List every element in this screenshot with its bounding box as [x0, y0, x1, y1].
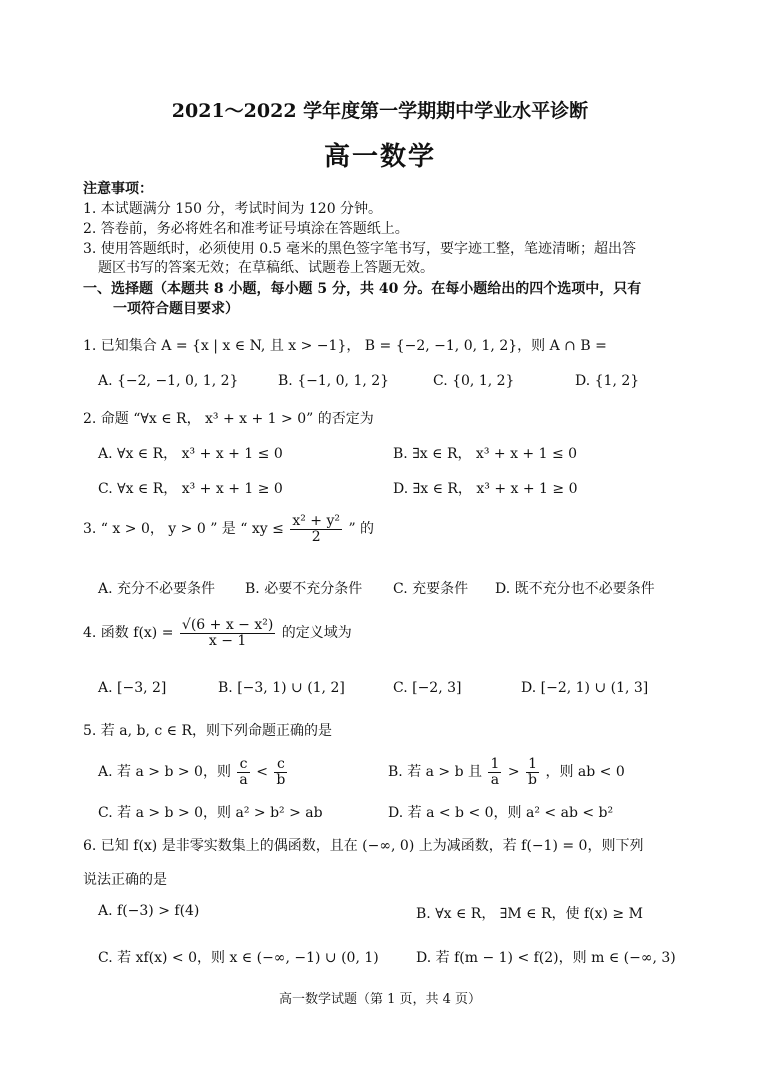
- question-6-stem: 6. 已知 f(x) 是非零实数集上的偶函数，且在 (−∞, 0) 上为减函数，若 f(−1) = 0，则下列: [83, 838, 644, 854]
- q5-a-mid: <: [256, 764, 268, 781]
- q1-option-b: B. {−1, 0, 1, 2}: [278, 373, 390, 389]
- q3-fraction: [290, 514, 342, 544]
- note-item: 1. 本试题满分 150 分，考试时间为 120 分钟。: [83, 201, 383, 217]
- note-item: 题区书写的答案无效；在草稿纸、试题卷上答题无效。: [98, 260, 434, 276]
- q6-option-b: B. ∀x ∈ R， ∃M ∈ R，使 f(x) ≥ M: [416, 906, 643, 922]
- question-5-stem: 5. 若 a, b, c ∈ R，则下列命题正确的是: [83, 723, 333, 739]
- q1-option-c: C. {0, 1, 2}: [433, 373, 515, 389]
- q5-a-fraction-2: [274, 757, 287, 787]
- note-item: 3. 使用答题纸时，必须使用 0.5 毫米的黑色签字笔书写，要字迹工整，笔迹清晰；超出答: [83, 241, 636, 257]
- q1-option-d: D. {1, 2}: [575, 373, 640, 389]
- question-4-stem: [83, 618, 352, 648]
- q5-a-fraction-1: [237, 757, 249, 787]
- q4-option-a: A. [−3, 2]: [98, 680, 167, 696]
- question-3-stem: [83, 514, 374, 544]
- q4-fraction-num: √(6 + x − x²): [181, 617, 274, 633]
- q3-fraction-den: 2: [311, 528, 321, 545]
- q4-stem-post: 的定义域为: [281, 625, 352, 642]
- question-1-stem: 1. 已知集合 A = {x | x ∈ N, 且 x > −1}， B = {−2, −1, 0, 1, 2}，则 A ∩ B =: [83, 338, 607, 354]
- q5-b-post: ，则 ab < 0: [545, 764, 625, 781]
- exam-title: 2021～2022 学年度第一学期期中学业水平诊断: [171, 100, 589, 122]
- q2-option-a: A. ∀x ∈ R， x³ + x + 1 ≤ 0: [98, 446, 283, 462]
- q5-option-b: [388, 757, 625, 787]
- section-heading: 一、选择题（本题共 8 小题，每小题 5 分，共 40 分。在每小题给出的四个选项中，只有: [83, 281, 642, 297]
- q2-option-d: D. ∃x ∈ R， x³ + x + 1 ≥ 0: [393, 481, 578, 497]
- q5-b-fraction-2: [526, 757, 539, 787]
- q2-option-b: B. ∃x ∈ R， x³ + x + 1 ≤ 0: [393, 446, 578, 462]
- q3-fraction-num: x² + y²: [292, 513, 340, 529]
- question-2-stem: 2. 命题 “∀x ∈ R， x³ + x + 1 > 0” 的否定为: [83, 411, 374, 427]
- note-item: 2. 答卷前，务必将姓名和准考证号填涂在答题纸上。: [83, 221, 409, 237]
- question-6-stem-cont: 说法正确的是: [83, 872, 167, 888]
- q5-a-f1-num: c: [237, 757, 249, 773]
- section-heading-cont: 一项符合题目要求）: [113, 301, 239, 317]
- q5-b-f1-num: 1: [490, 756, 500, 772]
- q5-b-f2-num: 1: [526, 757, 539, 773]
- q3-option-a: A. 充分不必要条件: [98, 581, 216, 597]
- q4-fraction-den: x − 1: [208, 632, 247, 649]
- q5-a-pre: A. 若 a > b > 0，则: [98, 764, 231, 781]
- q6-option-c: C. 若 xf(x) < 0，则 x ∈ (−∞, −1) ∪ (0, 1): [98, 950, 379, 966]
- q4-option-d: D. [−2, 1) ∪ (1, 3]: [521, 680, 649, 696]
- q5-a-f2-den: b: [276, 771, 286, 788]
- q6-option-a: A. f(−3) > f(4): [98, 903, 200, 919]
- q3-option-c: C. 充要条件: [393, 581, 469, 597]
- q5-a-f1-den: a: [239, 771, 248, 788]
- q5-b-pre: B. 若 a > b 且: [388, 764, 483, 781]
- q5-option-a: [98, 757, 289, 787]
- q1-option-a: A. {−2, −1, 0, 1, 2}: [98, 373, 239, 389]
- q5-a-f2-num: c: [274, 757, 287, 773]
- q4-option-b: B. [−3, 1) ∪ (1, 2]: [218, 680, 345, 696]
- q5-option-d: D. 若 a < b < 0，则 a² < ab < b²: [388, 805, 614, 821]
- q3-stem-post: ” 的: [348, 521, 375, 538]
- q5-option-c: C. 若 a > b > 0，则 a² > b² > ab: [98, 805, 323, 821]
- q3-option-b: B. 必要不充分条件: [245, 581, 363, 597]
- q5-b-mid: >: [507, 764, 520, 781]
- q5-b-fraction-1: [488, 757, 501, 787]
- subject-title: 高一数学: [323, 142, 436, 172]
- q2-option-c: C. ∀x ∈ R， x³ + x + 1 ≥ 0: [98, 481, 283, 497]
- q5-b-f1-den: a: [490, 771, 500, 788]
- q4-option-c: C. [−2, 3]: [393, 680, 462, 696]
- q6-option-d: D. 若 f(m − 1) < f(2)，则 m ∈ (−∞, 3): [416, 950, 676, 966]
- q3-stem-pre: 3. “ x > 0， y > 0 ” 是 “ xy ≤: [83, 521, 284, 538]
- page-footer: 高一数学试题（第 1 页，共 4 页）: [278, 992, 482, 1007]
- q3-option-d: D. 既不充分也不必要条件: [495, 581, 655, 597]
- q4-stem-pre: 4. 函数 f(x) =: [83, 625, 174, 642]
- q5-b-f2-den: b: [528, 771, 538, 788]
- q4-fraction: [180, 618, 275, 648]
- notes-heading: 注意事项：: [83, 181, 153, 197]
